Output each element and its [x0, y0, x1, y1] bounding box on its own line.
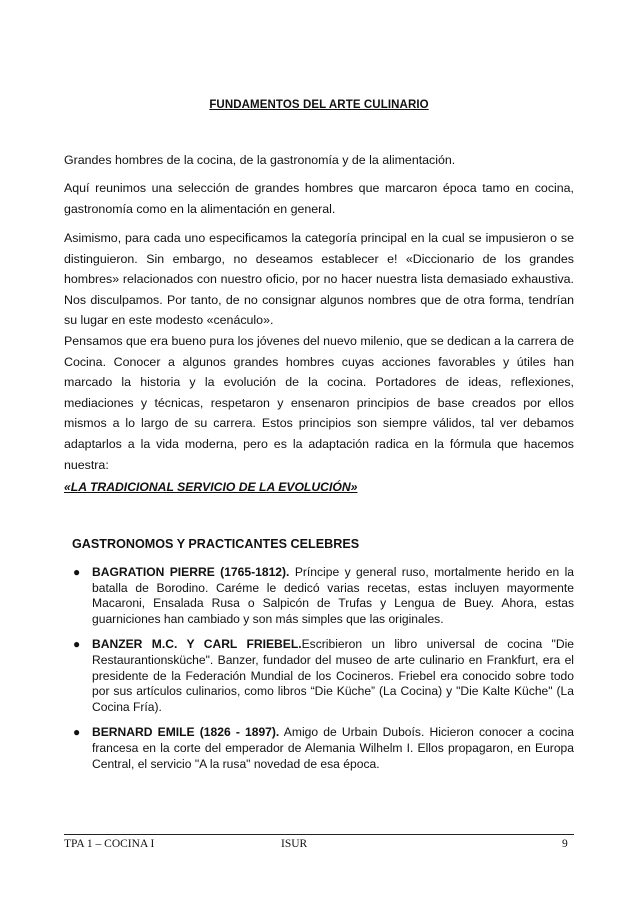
bullet-icon: ● — [73, 565, 81, 579]
entry-text: Escribieron un libro universal de cocina "Die Restaurantionsküche". Banzer, fundador del museo de arte culinario en Frankfurt, era el presidente de la Federación Mundial de los Cocineros. Friebel era conocido sobre todo por sus artículos culinarios, como libros “Die Küche” (La Cocina) y "Die Kalte Küche" (La Cocina Fría). — [92, 637, 574, 714]
entry-text: Príncipe y general ruso, mortalmente herido en la batalla de Borodino. Caréme le dedicó varias recetas, estas incluyen mayormente Macaroni, Ensalada Rusa o Salpicón de Trufas y Lengua de Buey. Ahora, estas guarniciones han cambiado y son más simples que las originales. — [92, 565, 574, 626]
italic-heading: «LA TRADICIONAL SERVICIO DE LA EVOLUCIÓN» — [64, 480, 358, 494]
entry-name: BERNARD EMILE (1826 - 1897). — [92, 725, 280, 740]
category-paragraph: Asimismo, para cada uno especificamos la categoría principal en la cual se impusieron o se distinguieron. Sin embargo, no deseamos establecer e! «Diccionario de los grandes hombres» relacionados con nuestro oficio, por no hacer nuestra lista demasiado exhaustiva. Nos disculpamos. Por tanto, de no consignar algunos nombres que de otra forma, tendrían su lugar en este modesto «cenáculo». — [64, 231, 574, 328]
list-item — [64, 637, 574, 715]
bullet-icon: ● — [73, 725, 81, 740]
footer-divider — [64, 834, 574, 835]
footer-course: TPA 1 – COCINA I — [64, 838, 155, 850]
selection-paragraph: Aquí reunimos una selección de grandes hombres que marcaron época tamo en cocina, gastronomía como en la alimentación en general. — [64, 181, 574, 216]
entry-name: BANZER M.C. Y CARL FRIEBEL. — [92, 637, 302, 652]
entries-list — [64, 565, 574, 782]
entry-text: Amigo de Urbain Duboís. Hicieron conocer a cocina francesa en la corte del emperador de Alemania Wilhelm I. Ellos propagaron, en Europa Central, el servicio "A la rusa" novedad de esa época. — [92, 725, 574, 771]
footer-institution: ISUR — [281, 838, 308, 850]
page-number: 9 — [562, 838, 568, 850]
entry-name: BAGRATION PIERRE (1765-1812). — [92, 565, 290, 579]
intro-paragraph: Grandes hombres de la cocina, de la gastronomía y de la alimentación. — [64, 153, 456, 167]
purpose-paragraph: Pensamos que era bueno pura los jóvenes del nuevo milenio, que se dedican a la carrera de Cocina. Conocer a algunos grandes hombres cuyas acciones favorables y útiles han marcado la historia y la evolución de la cocina. Portadores de ideas, reflexiones, mediaciones y técnicas, respetaron y ensenaron principios de base creados por ellos mismos a lo largo de su carrera. Estos principios son siempre válidos, tal ver debamos adaptarlos a la vida moderna, pero es la adaptación radica en la fórmula que hacemos nuestra: — [64, 334, 574, 472]
list-item — [64, 565, 574, 627]
page-title: FUNDAMENTOS DEL ARTE CULINARIO — [209, 99, 429, 111]
bullet-icon: ● — [73, 637, 81, 652]
section-heading: GASTRONOMOS Y PRACTICANTES CELEBRES — [72, 537, 360, 551]
list-item — [64, 725, 574, 772]
